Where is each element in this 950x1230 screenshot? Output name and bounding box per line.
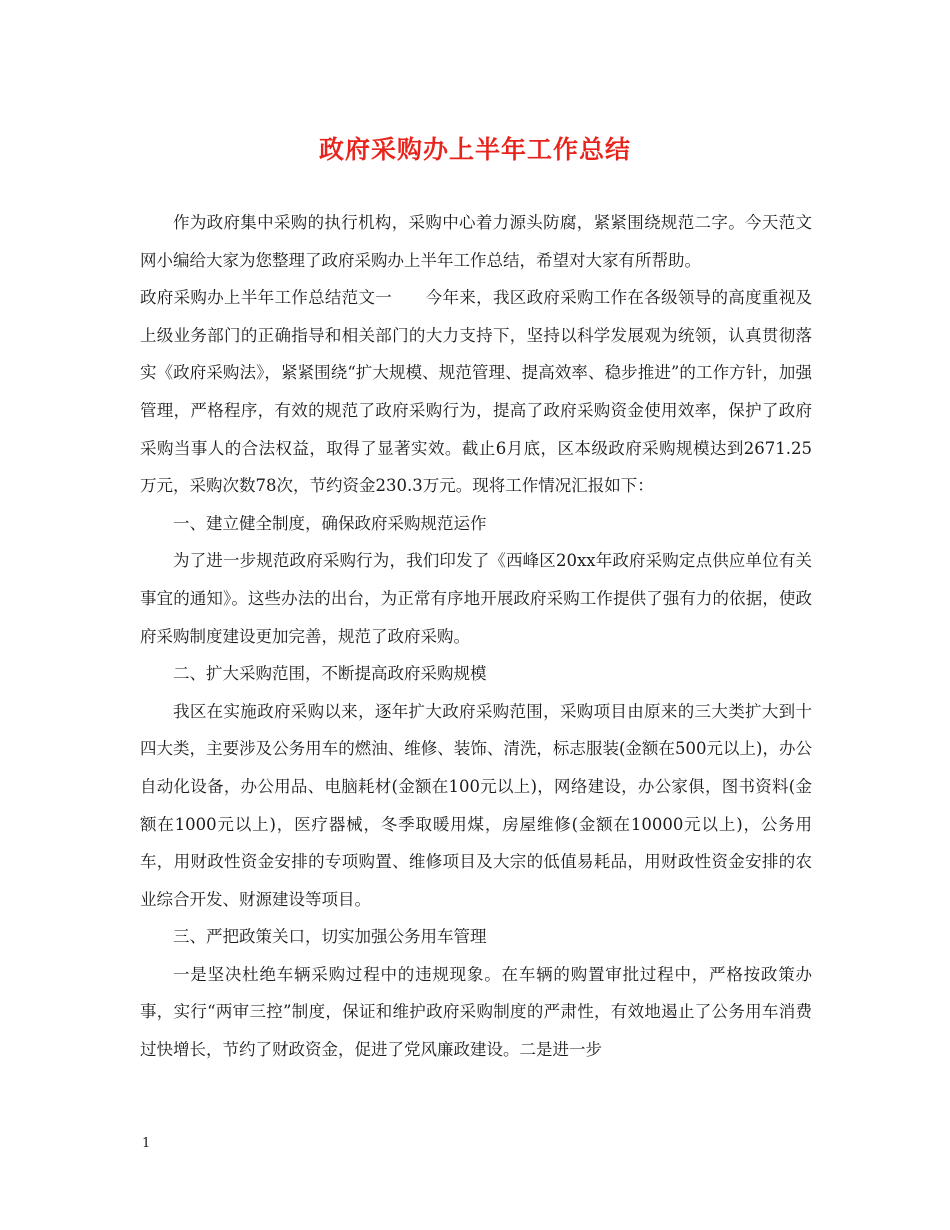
paragraph-intro: 作为政府集中采购的执行机构，采购中心着力源头防腐，紧紧围绕规范二字。今天范文网小编给大家为您整理了政府采购办上半年工作总结，希望对大家有所帮助。 (140, 213, 812, 270)
section-heading-2: 二、扩大采购范围，不断提高政府采购规模 (173, 664, 487, 684)
section-heading-1: 一、建立健全制度，确保政府采购规范运作 (173, 513, 487, 533)
document-body (140, 204, 812, 1069)
section-heading-3: 三、严把政策关口，切实加强公务用车管理 (173, 927, 487, 947)
paragraph-section-3: 一是坚决杜绝车辆采购过程中的违规现象。在车辆的购置审批过程中，严格按政策办事，实行“两审三控”制度，保证和维护政府采购制度的严肃性，有效地遏止了公务用车消费过快增长，节约了财政资金，促进了党风廉政建设。二是进一步 (140, 964, 812, 1060)
document-title: 政府采购办上半年工作总结 (318, 135, 631, 164)
paragraph-section-2: 我区在实施政府采购以来，逐年扩大政府采购范围，采购项目由原来的三大类扩大到十四大类，主要涉及公务用车的燃油、维修、装饰、清洗，标志服装(金额在500元以上)，办公自动化设备，办公用品、电脑耗材(金额在100元以上)，网络建设，办公家俱，图书资料(金额在1000元以上)，医疗器械，冬季取暖用煤，房屋维修(金额在10000元以上)，公务用车，用财政性资金安排的专项购置、维修项目及大宗的低值易耗品，用财政性资金安排的农业综合开发、财源建设等项目。 (140, 701, 812, 909)
paragraph-section-1: 为了进一步规范政府采购行为，我们印发了《西峰区20xx年政府采购定点供应单位有关事宜的通知》。这些办法的出台，为正常有序地开展政府采购工作提供了强有力的依据，使政府采购制度建设更加完善，规范了政府采购。 (140, 551, 812, 646)
page-number: 1 (142, 1136, 151, 1151)
paragraph-sample-one: 政府采购办上半年工作总结范文一 今年来，我区政府采购工作在各级领导的高度重视及上级业务部门的正确指导和相关部门的大力支持下，坚持以科学发展观为统领，认真贯彻落实《政府采购法》，紧紧围绕“扩大规模、规范管理、提高效率、稳步推进”的工作方针，加强管理，严格程序，有效的规范了政府采购行为，提高了政府采购资金使用效率，保护了政府采购当事人的合法权益，取得了显著实效。截止6月底，区本级政府采购规模达到2671.25万元，采购次数78次，节约资金230.3万元。现将工作情况汇报如下： (140, 288, 812, 496)
